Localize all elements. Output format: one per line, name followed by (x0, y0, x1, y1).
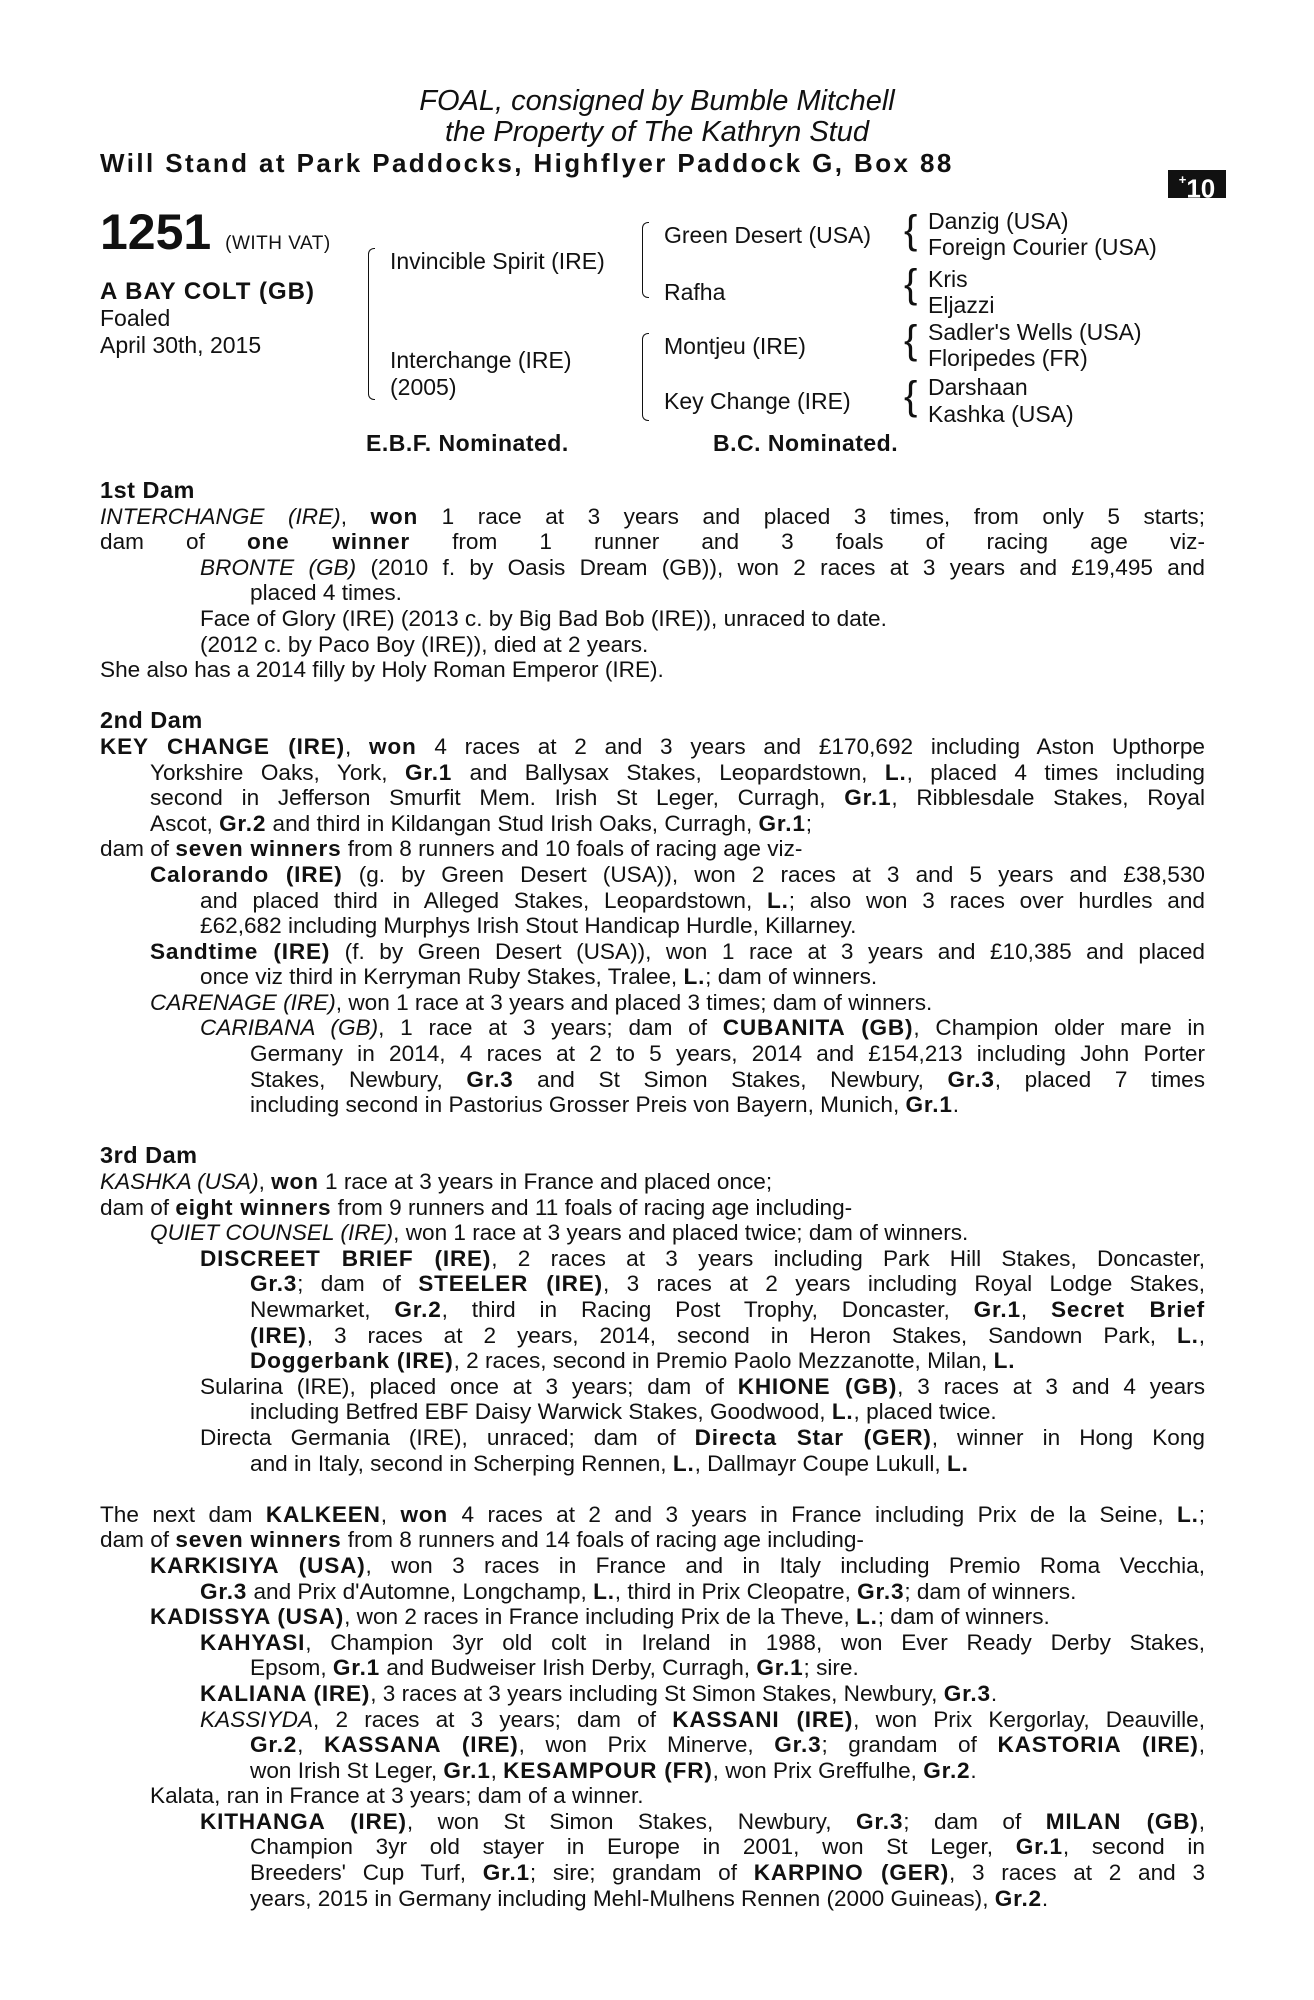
text-line: KAHYASI, Champion 3yr old colt in Ireland in 1988, won Ever Ready Derby Stakes, (200, 1629, 1205, 1655)
badge-text: 10 (1186, 173, 1216, 204)
pedigree-brace-dam (642, 333, 649, 421)
text-line: Gr.2, KASSANA (IRE), won Prix Minerve, Gr.3; grandam of KASTORIA (IRE), (250, 1732, 1206, 1758)
brace-g2: { (904, 262, 918, 306)
text-line: KASSIYDA, 2 races at 3 years; dam of KASSANI (IRE), won Prix Kergorlay, Deauville, (200, 1706, 1205, 1732)
text-line: Champion 3yr old stayer in Europe in 2001, won St Leger, Gr.1, second in (250, 1834, 1205, 1860)
text-line: including Betfred EBF Daisy Warwick Stakes, Goodwood, L., placed twice. (250, 1399, 997, 1425)
text-line: QUIET COUNSEL (IRE), won 1 race at 3 years and placed twice; dam of winners. (150, 1220, 969, 1246)
text-line: INTERCHANGE (IRE), won 1 race at 3 years and placed 3 times, from only 5 starts; (100, 503, 1206, 529)
catalogue-body (100, 478, 1205, 1911)
dam-year: (2005) (390, 374, 457, 400)
granddam-1: Foreign Courier (USA) (928, 234, 1157, 260)
text-line: Calorando (IRE) (g. by Green Desert (USA)), won 2 races at 3 and 5 years and £38,530 (150, 861, 1205, 887)
text-line: Kalata, ran in France at 3 years; dam of a winner. (150, 1783, 644, 1809)
text-line: KADISSYA (USA), won 2 races in France including Prix de la Theve, L.; dam of winners. (150, 1604, 1050, 1630)
third-dam-section (100, 1143, 1205, 1476)
ebf-nominated: E.B.F. Nominated. (366, 430, 569, 456)
text-line: including second in Pastorius Grosser Preis von Bayern, Munich, Gr.1. (250, 1092, 959, 1118)
text-line: KITHANGA (IRE), won St Simon Stakes, Newbury, Gr.3; dam of MILAN (GB), (200, 1808, 1205, 1834)
lot-description (100, 278, 315, 359)
pedigree-brace-sire (642, 222, 649, 298)
text-line: Sularina (IRE), placed once at 3 years; dam of KHIONE (GB), 3 races at 3 and 4 years (200, 1373, 1206, 1399)
text-line: CARENAGE (IRE), won 1 race at 3 years and placed 3 times; dam of winners. (150, 989, 933, 1015)
brace-g4: { (904, 374, 918, 418)
text-line: placed 4 times. (250, 580, 402, 606)
section-heading: 3rd Dam (100, 1142, 198, 1169)
text-line: and placed third in Alleged Stakes, Leopardstown, L.; also won 3 races over hurdles and (200, 887, 1205, 913)
text-line: Sandtime (IRE) (f. by Green Desert (USA)), won 1 race at 3 years and £10,385 and placed (150, 938, 1205, 964)
text-line: won Irish St Leger, Gr.1, KESAMPOUR (FR), won Prix Greffulhe, Gr.2. (250, 1757, 977, 1783)
foaled-label: Foaled (100, 305, 171, 331)
lot-number: 1251 (100, 204, 212, 260)
text-line: Directa Germania (IRE), unraced; dam of Directa Star (GER), winner in Hong Kong (200, 1424, 1206, 1450)
brace-g3: { (904, 318, 918, 362)
section-heading: 1st Dam (100, 477, 195, 503)
text-line: dam of eight winners from 9 runners and 11 foals of racing age including- (100, 1194, 853, 1220)
text-line: Gr.3; dam of STEELER (IRE), 3 races at 2 years including Royal Lodge Stakes, (250, 1271, 1205, 1297)
sire-sire: Green Desert (USA) (664, 222, 872, 248)
text-line: Gr.3 and Prix d'Automne, Longchamp, L., third in Prix Cleopatre, Gr.3; dam of winners. (200, 1578, 1077, 1604)
text-line: KEY CHANGE (IRE), won 4 races at 2 and 3 years and £170,692 including Aston Upthorpe (100, 733, 1205, 759)
text-line: £62,682 including Murphys Irish Stout Handicap Hurdle, Killarney. (200, 913, 857, 939)
grandsire-1: Danzig (USA) (928, 208, 1069, 234)
grandsire-2: Kris (928, 266, 968, 292)
stand-location: Will Stand at Park Paddocks, Highflyer Paddock G, Box 88 (100, 148, 954, 178)
sire: Invincible Spirit (IRE) (390, 248, 605, 274)
grandsire-3: Sadler's Wells (USA) (928, 319, 1142, 345)
lot-number-block (100, 206, 331, 270)
text-line: second in Jefferson Smurfit Mem. Irish St Leger, Curragh, Gr.1, Ribblesdale Stakes, Royal (150, 785, 1205, 811)
lot-badge (1168, 170, 1226, 204)
text-line: dam of one winner from 1 runner and 3 foals of racing age viz- (100, 529, 1205, 555)
text-line: Face of Glory (IRE) (2013 c. by Big Bad Bob (IRE)), unraced to date. (200, 605, 887, 631)
property-line: the Property of The Kathryn Stud (445, 116, 869, 148)
next-dam-section (100, 1502, 1205, 1912)
text-line: BRONTE (GB) (2010 f. by Oasis Dream (GB)), won 2 races at 3 years and £19,495 and (200, 554, 1205, 580)
text-line: Doggerbank (IRE), 2 races, second in Premio Paolo Mezzanotte, Milan, L. (250, 1348, 1016, 1374)
foaled-date: April 30th, 2015 (100, 332, 262, 358)
consignor-line: FOAL, consigned by Bumble Mitchell (419, 85, 895, 117)
text-line: Stakes, Newbury, Gr.3 and St Simon Stakes, Newbury, Gr.3, placed 7 times (250, 1066, 1206, 1092)
text-line: (2012 c. by Paco Boy (IRE)), died at 2 years. (200, 631, 649, 657)
text-line: (IRE), 3 races at 2 years, 2014, second in Heron Stakes, Sandown Park, L., (250, 1322, 1205, 1348)
granddam-3: Floripedes (FR) (928, 345, 1088, 371)
text-line: Epsom, Gr.1 and Budweiser Irish Derby, Curragh, Gr.1; sire. (250, 1655, 859, 1681)
text-line: years, 2015 in Germany including Mehl-Mulhens Rennen (2000 Guineas), Gr.2. (250, 1885, 1049, 1911)
text-line: KASHKA (USA), won 1 race at 3 years in France and placed once; (100, 1169, 773, 1195)
text-line: Breeders' Cup Turf, Gr.1; sire; grandam of KARPINO (GER), 3 races at 2 and 3 (250, 1860, 1206, 1886)
brace-g1: { (904, 208, 918, 252)
text-line: She also has a 2014 filly by Holy Roman Emperor (IRE). (100, 657, 664, 683)
text-line: The next dam KALKEEN, won 4 races at 2 and 3 years in France including Prix de la Seine, L.; (100, 1501, 1206, 1527)
text-line: Yorkshire Oaks, York, Gr.1 and Ballysax Stakes, Leopardstown, L., placed 4 times including (150, 759, 1205, 785)
text-line: KALIANA (IRE), 3 races at 3 years including St Simon Stakes, Newbury, Gr.3. (200, 1680, 998, 1706)
pedigree-brace-main (368, 248, 375, 400)
granddam-4: Kashka (USA) (928, 401, 1074, 427)
text-line: Newmarket, Gr.2, third in Racing Post Trophy, Doncaster, Gr.1, Secret Brief (250, 1297, 1205, 1322)
second-dam-section (100, 708, 1205, 1118)
dam-sire: Montjeu (IRE) (664, 333, 806, 359)
bc-nominated: B.C. Nominated. (713, 430, 899, 456)
dam-dam: Key Change (IRE) (664, 388, 851, 414)
text-line: DISCREET BRIEF (IRE), 2 races at 3 years including Park Hill Stakes, Doncaster, (200, 1245, 1205, 1271)
text-line: Ascot, Gr.2 and third in Kildangan Stud Irish Oaks, Curragh, Gr.1; (150, 810, 812, 836)
text-line: CARIBANA (GB), 1 race at 3 years; dam of CUBANITA (GB), Champion older mare in (200, 1015, 1206, 1041)
section-heading: 2nd Dam (100, 707, 203, 734)
colt-description: A BAY COLT (GB) (100, 278, 316, 305)
text-line: once viz third in Kerryman Ruby Stakes, Tralee, L.; dam of winners. (200, 964, 878, 990)
vat-label: (WITH VAT) (225, 233, 331, 254)
text-line: dam of seven winners from 8 runners and 10 foals of racing age viz- (100, 836, 803, 862)
dam: Interchange (IRE) (390, 347, 572, 373)
grandsire-4: Darshaan (928, 374, 1028, 400)
first-dam-section (100, 478, 1205, 683)
granddam-2: Eljazzi (928, 292, 995, 318)
text-line: and in Italy, second in Scherping Rennen, L., Dallmayr Coupe Lukull, L. (250, 1450, 969, 1476)
text-line: dam of seven winners from 8 runners and 14 foals of racing age including- (100, 1527, 864, 1553)
sire-dam: Rafha (664, 279, 726, 305)
badge-plus: + (1178, 172, 1187, 187)
text-line: Germany in 2014, 4 races at 2 to 5 years, 2014 and £154,213 including John Porter (250, 1041, 1205, 1067)
text-line: KARKISIYA (USA), won 3 races in France and in Italy including Premio Roma Vecchia, (150, 1552, 1205, 1578)
